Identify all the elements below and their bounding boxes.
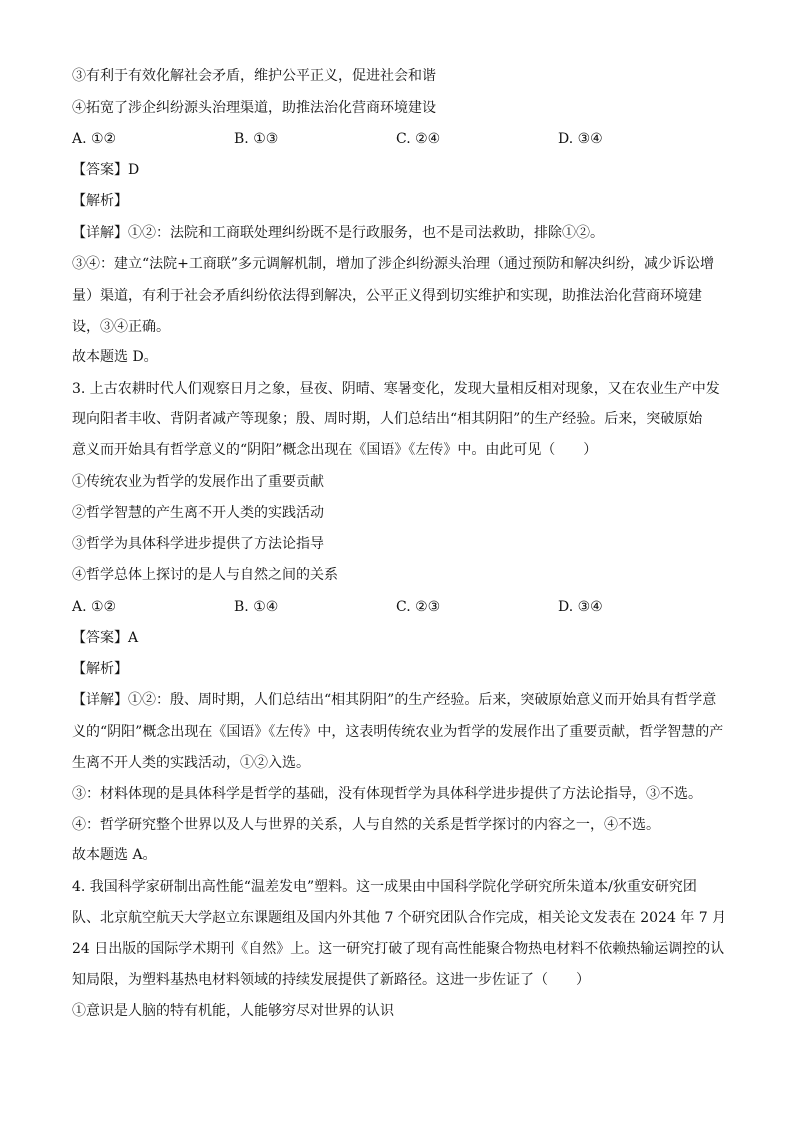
q2-option-d: D. ③④	[558, 131, 603, 147]
q2-detail-2-line-2: 量）渠道，有利于社会矛盾纠纷依法得到解决，公平正义得到切实维护和实现，助推法治化营商环境建	[72, 288, 702, 304]
q3-statement-4: ④哲学总体上探讨的是人与自然之间的关系	[72, 567, 338, 583]
q2-analysis-heading: 【解析】	[72, 193, 128, 209]
q4-statement-1: ①意识是人脑的特有机能，人能够穷尽对世界的认识	[72, 1003, 394, 1019]
q2-detail-1: 【详解】①②：法院和工商联处理纠纷既不是行政服务，也不是司法救助，排除①②。	[72, 225, 604, 241]
q2-option-a: A. ①②	[72, 131, 117, 147]
q3-statement-2: ②哲学智慧的产生离不开人类的实践活动	[72, 505, 324, 521]
q3-conclusion: 故本题选 A。	[72, 847, 157, 863]
q4-stem-line-1: 4. 我国科学家研制出高性能“温差发电”塑料。这一成果由中国科学院化学研究所朱道本/狄重安研究团	[72, 879, 697, 895]
q3-detail-1-line-1: 【详解】①②：殷、周时期，人们总结出“相其阴阳”的生产经验。后来，突破原始意义而开始具有哲学意	[72, 692, 717, 708]
q3-option-c: C. ②③	[396, 599, 441, 615]
q4-stem-line-3: 24 日出版的国际学术期刊《自然》上。这一研究打破了现有高性能聚合物热电材料不依赖热输运调控的认	[72, 941, 725, 957]
q3-option-a: A. ①②	[72, 599, 117, 615]
q3-detail-1-line-3: 生离不开人类的实践活动，①②入选。	[72, 755, 310, 771]
q3-detail-1-line-2: 义的“阴阳”概念出现在《国语》《左传》中，这表明传统农业为哲学的发展作出了重要贡献，哲学智慧的产	[72, 724, 724, 740]
q2-option-c: C. ②④	[396, 131, 441, 147]
q2-option-b: B. ①③	[234, 131, 279, 147]
q3-stem-line-3: 意义而开始具有哲学意义的“阴阳”概念出现在《国语》《左传》中。由此可见（ ）	[72, 442, 598, 458]
q3-detail-3: ④：哲学研究整个世界以及人与世界的关系，人与自然的关系是哲学探讨的内容之一，④不选。	[72, 817, 660, 833]
q2-statement-4: ④拓宽了涉企纠纷源头治理渠道，助推法治化营商环境建设	[72, 100, 436, 116]
q2-detail-2-line-3: 设，③④正确。	[72, 319, 170, 335]
q3-stem-line-2: 现向阳者丰收、背阴者减产等现象；殷、周时期，人们总结出“相其阴阳”的生产经验。后来，突破原始	[72, 411, 703, 427]
q3-answer: 【答案】A	[72, 630, 139, 646]
q2-detail-2-line-1: ③④：建立“法院+工商联”多元调解机制，增加了涉企纠纷源头治理（通过预防和解决纠纷，减少诉讼增	[72, 256, 715, 272]
q3-statement-1: ①传统农业为哲学的发展作出了重要贡献	[72, 474, 324, 490]
q3-stem-line-1: 3. 上古农耕时代人们观察日月之象，昼夜、阴晴、寒暑变化，发现大量相反相对现象，又在农业生产中发	[72, 381, 720, 397]
q3-option-b: B. ①④	[234, 599, 279, 615]
q2-conclusion: 故本题选 D。	[72, 349, 158, 365]
q3-analysis-heading: 【解析】	[72, 661, 128, 677]
q2-answer: 【答案】D	[72, 162, 140, 178]
q2-statement-3: ③有利于有效化解社会矛盾，维护公平正义，促进社会和谐	[72, 68, 436, 84]
q4-stem-line-4: 知局限，为塑料基热电材料领域的持续发展提供了新路径。这进一步佐证了（ ）	[72, 972, 590, 988]
q3-option-d: D. ③④	[558, 599, 603, 615]
q3-detail-2: ③：材料体现的是具体科学是哲学的基础，没有体现哲学为具体科学进步提供了方法论指导，③不选。	[72, 786, 702, 802]
q4-stem-line-2: 队、北京航空航天大学赵立东课题组及国内外其他 7 个研究团队合作完成，相关论文发表在 2024 年 7 月	[72, 910, 727, 926]
q3-statement-3: ③哲学为具体科学进步提供了方法论指导	[72, 536, 324, 552]
